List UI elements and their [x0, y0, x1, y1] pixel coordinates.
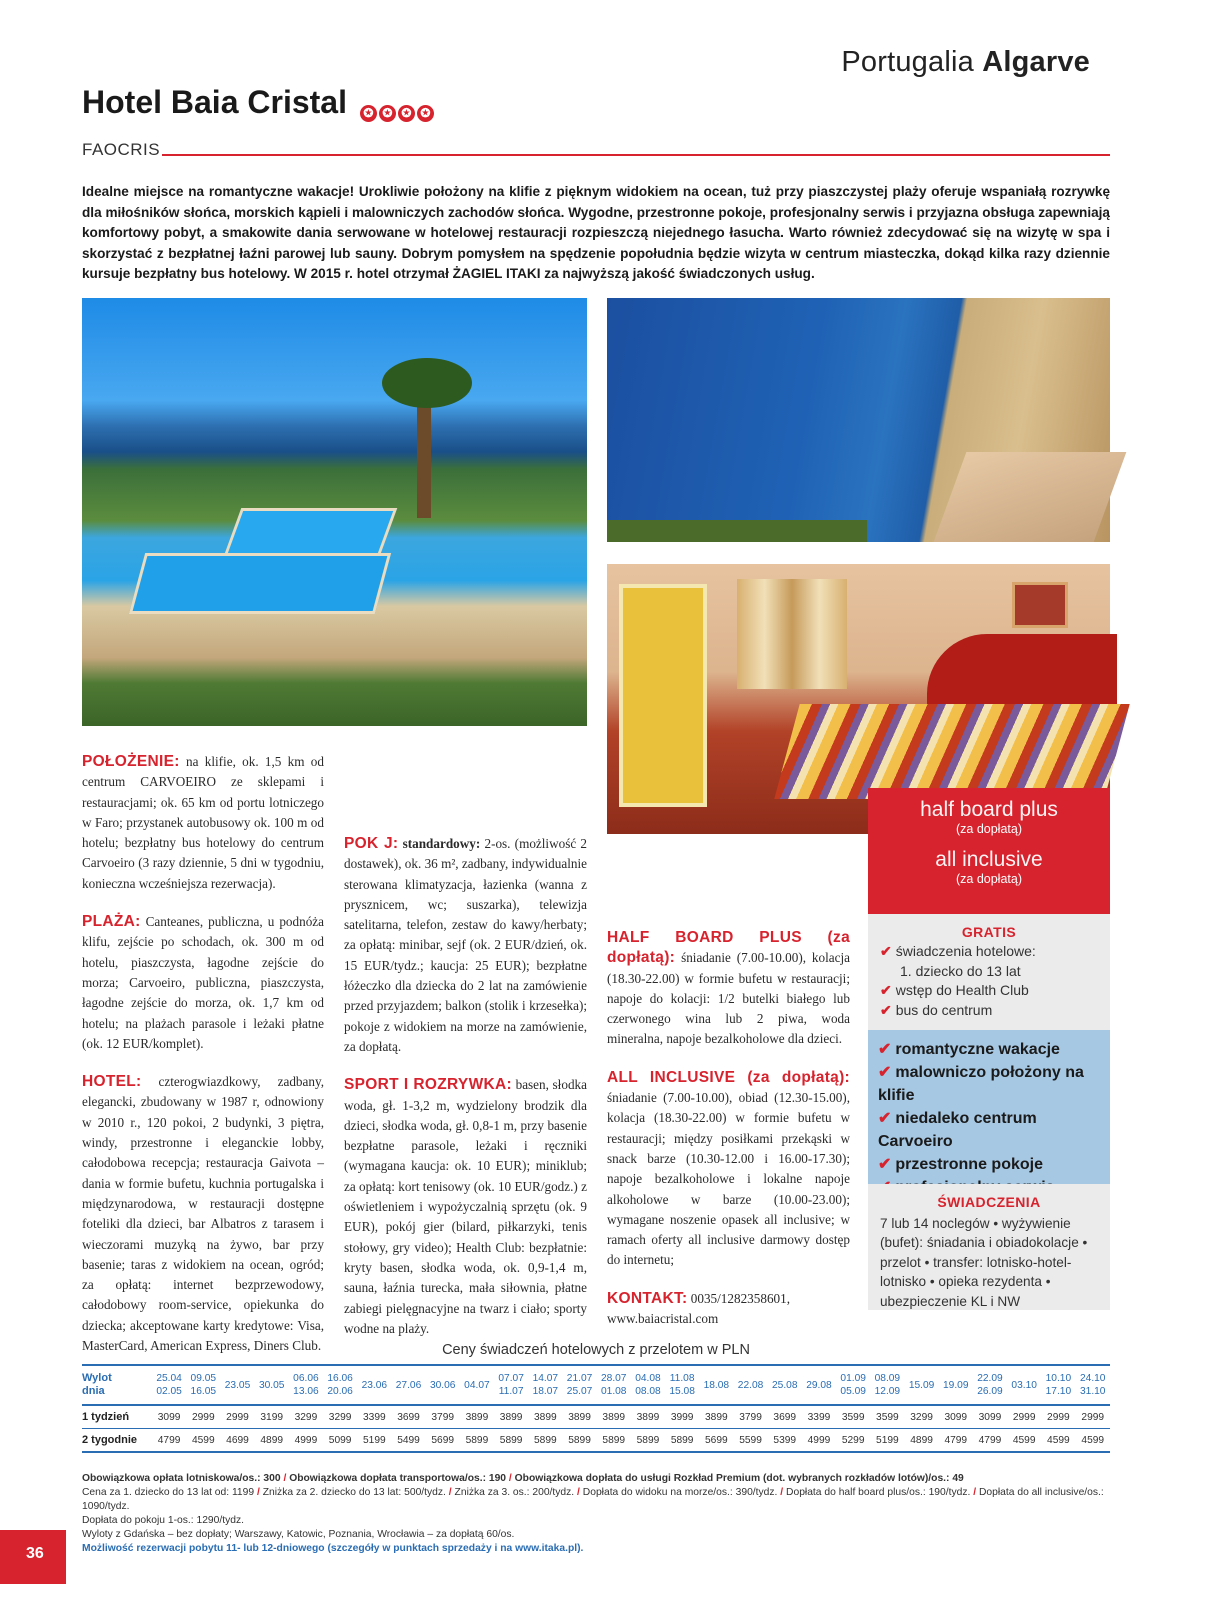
price-table-title: Ceny świadczeń hotelowych z przelotem w PLN [442, 1342, 750, 1358]
section-half-board [607, 928, 850, 1050]
date-cell: 30.05 [255, 1365, 289, 1405]
row-label: 1 tydzień [82, 1405, 152, 1429]
table-header-row [82, 1365, 1110, 1405]
price-cell: 3899 [597, 1405, 631, 1429]
check-icon: ✔ [880, 943, 892, 959]
date-cell: 25.04 02.05 [152, 1365, 186, 1405]
price-cell: 4799 [973, 1429, 1007, 1453]
list-item: ✔ przestronne pokoje [878, 1156, 1043, 1173]
section-text: na klifie, ok. 1,5 km od centrum CARVOEIRO ze sklepami i restauracjami; ok. 65 km od portu lotniczego w Faro; przystanek autobusowy ok. 100 m od hotelu; bezpłatny bus hotelowy do centrum Carvoeiro (3 razy dziennie, 5 dni w tygodniu, konieczna wcześniejsza rezerwacja). [82, 754, 324, 891]
price-cell: 3799 [426, 1405, 460, 1429]
grass-shape [607, 520, 867, 542]
price-cell: 3899 [562, 1405, 596, 1429]
price-cell: 3399 [357, 1405, 391, 1429]
section-heading: POK J: [344, 835, 399, 852]
price-cell: 3999 [665, 1405, 699, 1429]
price-cell: 3399 [802, 1405, 836, 1429]
date-cell: 30.06 [426, 1365, 460, 1405]
price-cell: 3899 [631, 1405, 665, 1429]
date-cell: 14.07 18.07 [528, 1365, 562, 1405]
section-heading: ALL INCLUSIVE (za dopłatą): [607, 1068, 850, 1086]
title-rule [162, 154, 1110, 156]
star-icon: ✪ [360, 105, 377, 122]
price-cell: 4599 [186, 1429, 220, 1453]
page-number-box [0, 1530, 66, 1584]
gratis-list [880, 942, 1110, 1020]
gratis-panel [868, 914, 1110, 1030]
note-line: Obowiązkowa opłata lotniskowa/os.: 300 / Obowiązkowa dopłata transportowa/os.: 190 / Obowiązkowa dopłata do usługi Rozkład Premium (dot. wybranych rozkładów lotów)/os.: 49 [82, 1473, 964, 1484]
header-label: Wylot dnia [82, 1365, 152, 1405]
list-item: ✔ malowniczo położony na klifie [878, 1064, 1084, 1104]
price-cell: 5899 [631, 1429, 665, 1453]
section-polozenie [82, 752, 324, 894]
note-line: Cena za 1. dziecko do 13 lat od: 1199 / Zniżka za 2. dziecko do 13 lat: 500/tydz. / Zniżka za 3. os.: 200/tydz. / Dopłata do widoku na morze/os.: 390/tydz. / Dopłata do half board plus/os.: 190/tydz. / Dopłata do all inclusive/os.: 1090/tydz. [82, 1487, 1104, 1512]
column-1 [82, 752, 324, 1354]
price-cell: 2999 [1041, 1405, 1075, 1429]
date-cell: 23.05 [220, 1365, 254, 1405]
list-item: ✔ wstęp do Health Club [880, 982, 1029, 998]
check-icon: ✔ [878, 1041, 892, 1058]
price-cell: 5899 [494, 1429, 528, 1453]
section-plaza [82, 912, 324, 1054]
services-panel [868, 1184, 1110, 1310]
region-area: Algarve [982, 46, 1090, 78]
pool-photo [82, 298, 587, 726]
star-icon: ✪ [379, 105, 396, 122]
pool-shape [129, 553, 391, 614]
section-heading: HOTEL: [82, 1073, 142, 1091]
contact-website[interactable]: www.baiacristal.com [607, 1311, 719, 1327]
price-cell: 3699 [768, 1405, 802, 1429]
section-hotel [82, 1072, 324, 1354]
list-item: ✔ niedaleko centrum Carvoeiro [878, 1110, 1037, 1150]
price-cell: 3299 [904, 1405, 938, 1429]
column-2 [344, 752, 587, 1336]
price-cell: 3599 [836, 1405, 870, 1429]
price-cell: 2999 [186, 1405, 220, 1429]
date-cell: 01.09 05.09 [836, 1365, 870, 1405]
section-text: śniadanie (7.00-10.00), kolacja (18.30-22.00) w formie bufetu w restauracji; napoje do kolacji: 1/2 butelki białego lub czerwonego wina lub 2 piwa, woda mineralna, napoje bezalkoholowe dla dzieci. [607, 950, 850, 1047]
region-country: Portugalia [841, 46, 974, 78]
price-cell: 3199 [255, 1405, 289, 1429]
price-cell: 2999 [220, 1405, 254, 1429]
price-cell: 5899 [460, 1429, 494, 1453]
board-option-1: half board plus [920, 798, 1058, 821]
note-line: Możliwość rezerwacji pobytu 11- lub 12-dniowego (szczegóły w punktach sprzedaży i na www.itaka.pl). [82, 1543, 584, 1554]
date-cell: 23.06 [357, 1365, 391, 1405]
date-cell: 29.08 [802, 1365, 836, 1405]
price-cell: 4999 [802, 1429, 836, 1453]
price-cell: 3299 [289, 1405, 323, 1429]
row-label: 2 tygodnie [82, 1429, 152, 1453]
price-cell: 2999 [1075, 1405, 1110, 1429]
bed-shape [774, 704, 1129, 799]
price-cell: 5199 [357, 1429, 391, 1453]
services-text: 7 lub 14 noclegów • wyżywienie (bufet): śniadania i obiadokolacje • przelot • transfer: lotnisko-hotel-lotnisko • opieka rezydenta • ubezpieczenie KL i NW [880, 1216, 1088, 1309]
price-cell: 3099 [152, 1405, 186, 1429]
date-cell: 28.07 01.08 [597, 1365, 631, 1405]
section-text: czterogwiazdkowy, zadbany, elegancki, zbudowany w 1987 r, odnowiony w 2010 r., 120 pokoi, 2 budynki, 3 piętra, windy, przestronne i eleganckie lobby, całodobowa recepcja; restauracja Gaivota – dania w formie bufetu, kuchnia portugalska i międzynarodowa, w restauracji dostępne foteliki dla dzieci, bar Albatros z tarasem i wieczorami muzyką na żywo, bar przy basenie; taras z widokiem na ocean, ogród; za opłatą: internet bezprzewodowy, całodobowy room-service, opiekunka do dziecka; akceptowane karty kredytowe: Visa, MasterCard, American Express, Diners Club. [82, 1074, 324, 1354]
price-cell: 5899 [562, 1429, 596, 1453]
date-cell: 22.09 26.09 [973, 1365, 1007, 1405]
price-cell: 4599 [1075, 1429, 1110, 1453]
date-cell: 16.06 20.06 [323, 1365, 357, 1405]
price-cell: 3099 [939, 1405, 973, 1429]
date-cell: 06.06 13.06 [289, 1365, 323, 1405]
price-cell: 3099 [973, 1405, 1007, 1429]
list-item: 1. dziecko do 13 lat [900, 962, 1021, 979]
price-cell: 2999 [1007, 1405, 1041, 1429]
board-options-panel [868, 788, 1110, 914]
check-icon: ✔ [878, 1064, 892, 1081]
section-text: Canteanes, publiczna, u podnóża klifu, zejście po schodach, ok. 300 m od hotelu, piaszczysta, łagodne zejście do morza; Carvoeiro, publiczna, piaszczysta, łagodne zejście do morza, ok. 1,7 km od hotelu; na plażach parasole i leżaki płatne (ok. 12 EUR/komplet). [82, 914, 324, 1051]
price-cell: 4799 [939, 1429, 973, 1453]
price-cell: 5599 [733, 1429, 767, 1453]
price-cell: 4599 [1041, 1429, 1075, 1453]
date-cell: 21.07 25.07 [562, 1365, 596, 1405]
price-cell: 3599 [870, 1405, 904, 1429]
price-table [82, 1364, 1110, 1453]
section-pokoj [344, 834, 587, 1057]
price-cell: 5199 [870, 1429, 904, 1453]
section-heading: KONTAKT: [607, 1289, 688, 1307]
check-icon: ✔ [878, 1110, 892, 1127]
section-text: 2-os. (możliwość 2 dostawek), ok. 36 m², zadbany, indywidualnie sterowana klimatyzacja, łazienka (wanna z prysznicem, wc; suszarka), telewizja satelitarna, telefon, zestaw do kawy/herbaty; za opłatą: minibar, sejf (ok. 2 EUR/dzień, ok. 15 EUR/tydz.; kaucja: 25 EUR); bezpłatne łóżeczko dla dziecka do 2 lat na zamówienie przed przyjazdem; balkon (stolik i krzesełka); pokoje z widokiem na morze na zamówienie, za dopłatą. [344, 836, 587, 1054]
door-shape [619, 584, 707, 807]
price-cell: 4799 [152, 1429, 186, 1453]
cliff-beach-photo [607, 298, 1110, 542]
price-cell: 3899 [528, 1405, 562, 1429]
date-cell: 04.08 08.08 [631, 1365, 665, 1405]
board-option-2-note: (za dopłatą) [955, 872, 1022, 886]
date-cell: 22.08 [733, 1365, 767, 1405]
hotel-code: FAOCRIS [82, 140, 161, 159]
section-lead: standardowy: [402, 836, 481, 851]
price-cell: 3899 [460, 1405, 494, 1429]
date-cell: 08.09 12.09 [870, 1365, 904, 1405]
date-cell: 09.05 16.05 [186, 1365, 220, 1405]
list-item: ✔ bus do centrum [880, 1001, 993, 1018]
headboard-shape [927, 634, 1117, 714]
price-cell: 4899 [904, 1429, 938, 1453]
section-heading: POŁOŻENIE: [82, 753, 180, 770]
list-item: ✔ świadczenia hotelowe: [880, 943, 1036, 959]
date-cell: 24.10 31.10 [1075, 1365, 1110, 1405]
price-cell: 4899 [255, 1429, 289, 1453]
board-option-1-note: (za dopłatą) [955, 822, 1022, 836]
price-cell: 4699 [220, 1429, 254, 1453]
price-cell: 5099 [323, 1429, 357, 1453]
beach-shape [934, 452, 1127, 542]
note-line: Dopłata do pokoju 1-os.: 1290/tydz. [82, 1515, 244, 1526]
price-cell: 5899 [597, 1429, 631, 1453]
list-item: ✔ romantyczne wakacje [878, 1041, 1060, 1058]
price-cell: 3299 [323, 1405, 357, 1429]
palm-crown [382, 358, 472, 408]
date-cell: 11.08 15.08 [665, 1365, 699, 1405]
date-cell: 03.10 [1007, 1365, 1041, 1405]
date-cell: 19.09 [939, 1365, 973, 1405]
highlights-panel [868, 1030, 1110, 1184]
price-cell: 3799 [733, 1405, 767, 1429]
price-cell: 5399 [768, 1429, 802, 1453]
section-heading: HALF BOARD PLUS (za dopłatą): [607, 929, 850, 967]
date-cell: 04.07 [460, 1365, 494, 1405]
wall-picture [1012, 582, 1068, 628]
hotel-title [82, 84, 436, 125]
services-title: ŚWIADCZENIA [937, 1194, 1041, 1210]
price-cell: 5699 [699, 1429, 733, 1453]
check-icon: ✔ [880, 1001, 892, 1018]
price-cell: 5899 [528, 1429, 562, 1453]
pool-shape [223, 508, 398, 559]
region-title [841, 46, 1090, 79]
intro-paragraph: Idealne miejsce na romantyczne wakacje! Urokliwie położony na klifie z pięknym widokiem na ocean, tuż przy piaszczystej plaży oferuje wspaniałą rozrywkę dla miłośników słońca, morskich kąpieli i malowniczych zachodów słońca. Wygodne, przestronne pokoje, profesjonalny serwis i przyjazna obsługa zapewniają komfortowy pobyt, a smakowite dania serwowane w hotelowej restauracji rozpieszczą niejednego łasucha. Warto również zdecydować się na wizytę w spa i skorzystać z bezpłatnej łaźni parowej lub sauny. Dobrym pomysłem na spędzenie popołudnia będzie wizyta w centrum miasteczka, dokąd kilka razy dziennie kursuje bezpłatny bus hotelowy. W 2015 r. hotel otrzymał ŻAGIEL ITAKI za najwyższą jakość świadczonych usług. [82, 184, 1110, 281]
hotel-name: Hotel Baia Cristal [82, 84, 347, 120]
section-sport [344, 1075, 587, 1336]
price-cell: 3899 [494, 1405, 528, 1429]
section-text: śniadanie (7.00-10.00), obiad (12.30-15.00), kolacja (18.30-22.00) w formie bufetu w restauracji; między posiłkami przekąski w snack barze (10.30-12.00 i 16.00-17.30); napoje bezalkoholowe i lokalne napoje alkoholowe w barze (10.00-23.00); wymagane noszenie opasek all inclusive; w ramach oferty all inclusive darmowy dostęp do internetu; [607, 1090, 850, 1268]
price-cell: 3899 [699, 1405, 733, 1429]
section-text: basen, słodka woda, gł. 1-3,2 m, wydzielony brodzik dla dzieci, słodka woda, gł. 0,8-1 m, przy basenie bezpłatne parasole, leżaki i ręczniki (wymagana kaucja: ok. 10 EUR); miniklub; za opłatą: kort tenisowy (ok. 10 EUR/godz.) z oświetleniem i wypożyczalnią sprzętu (ok. 9 EUR), pokój gier (bilard, piłkarzyki, tenis stołowy, gry video); Health Club: bezpłatnie: kryty basen, słodka woda, ok. 0,9-1,4 m, sauna, łaźnia turecka, mała siłownia, płatne zabiegi pielęgnacyjne na twarz i ciało; sporty wodne na plaży. [344, 1077, 587, 1336]
date-cell: 27.06 [391, 1365, 425, 1405]
star-icon: ✪ [398, 105, 415, 122]
column-3 [607, 848, 850, 1347]
price-cell: 5499 [391, 1429, 425, 1453]
board-option-2: all inclusive [935, 848, 1043, 871]
price-cell: 5299 [836, 1429, 870, 1453]
section-all-inclusive [607, 1068, 850, 1271]
date-cell: 18.08 [699, 1365, 733, 1405]
price-cell: 4999 [289, 1429, 323, 1453]
date-cell: 25.08 [768, 1365, 802, 1405]
gratis-title: GRATIS [961, 924, 1017, 940]
date-cell: 15.09 [904, 1365, 938, 1405]
date-cell: 10.10 17.10 [1041, 1365, 1075, 1405]
table-row [82, 1429, 1110, 1453]
page-number: 36 [26, 1545, 44, 1562]
section-heading: SPORT I ROZRYWKA: [344, 1076, 512, 1094]
price-notes [82, 1472, 1110, 1556]
price-cell: 5699 [426, 1429, 460, 1453]
star-rating [360, 88, 436, 125]
price-cell: 5899 [665, 1429, 699, 1453]
note-line: Wyloty z Gdańska – bez dopłaty; Warszawy, Katowic, Poznania, Wrocławia – za dopłatą 60/os. [82, 1529, 515, 1540]
contact-phone: 0035/1282358601, [690, 1290, 791, 1306]
star-icon: ✪ [417, 105, 434, 122]
section-heading: PLAŻA: [82, 913, 141, 931]
check-icon: ✔ [880, 982, 892, 998]
section-kontakt [607, 1289, 850, 1330]
table-row [82, 1405, 1110, 1429]
check-icon: ✔ [878, 1156, 892, 1173]
date-cell: 07.07 11.07 [494, 1365, 528, 1405]
price-cell: 4599 [1007, 1429, 1041, 1453]
window-shape [737, 579, 847, 689]
price-cell: 3699 [391, 1405, 425, 1429]
